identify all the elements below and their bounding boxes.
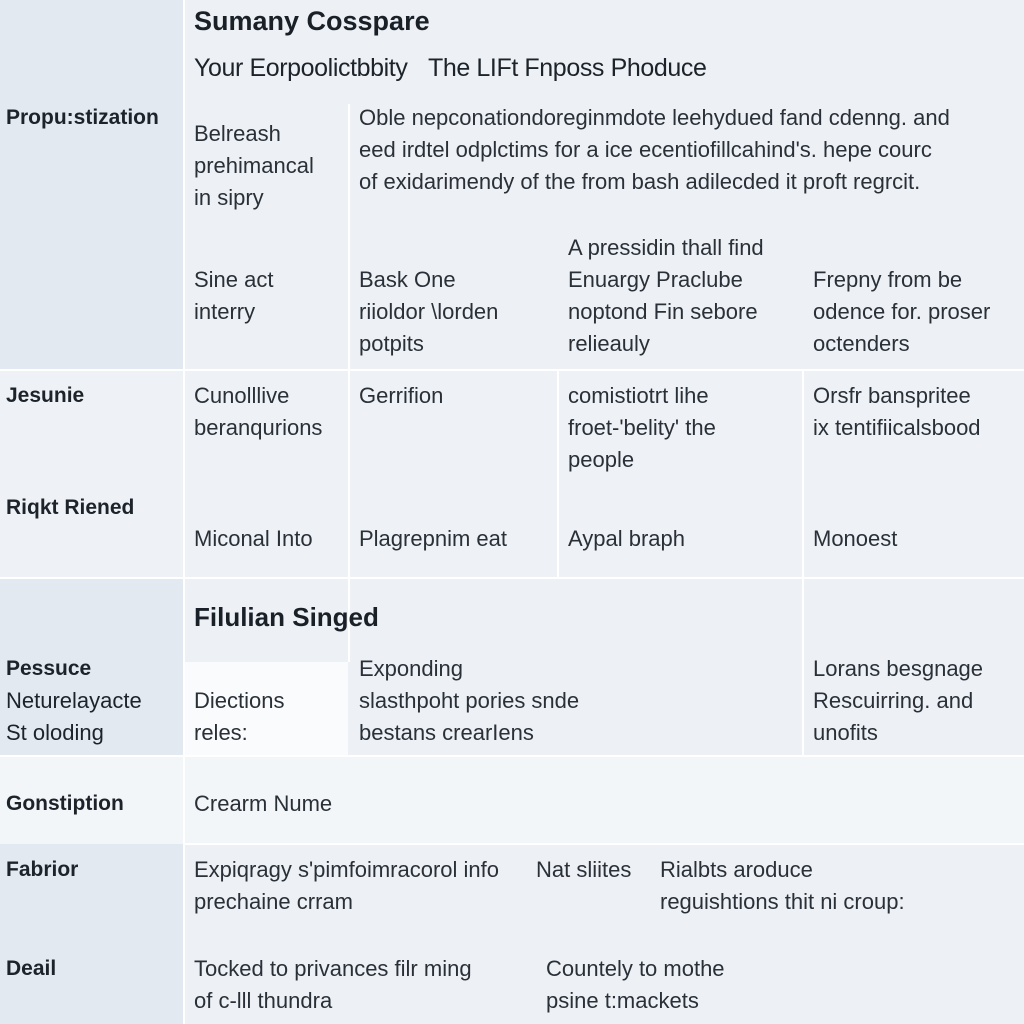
cell-text: Diections bbox=[194, 688, 285, 713]
row-label: St oloding bbox=[6, 720, 104, 745]
cell-text: Exponding bbox=[359, 656, 463, 681]
row-label: Fabrior bbox=[6, 858, 79, 881]
cell-text: beranqurions bbox=[194, 415, 323, 440]
cell-text: comistiotrt lihe bbox=[568, 383, 709, 408]
subtitle-right: The LIFt Fnposs Phoduce bbox=[428, 54, 707, 82]
divider-v bbox=[802, 578, 804, 756]
cell-text: reguishtions thit ni croup: bbox=[660, 889, 905, 914]
cell-text: psine t:mackets bbox=[546, 988, 699, 1013]
cell-text: in sipry bbox=[194, 185, 264, 210]
cell-text: bestans crearIens bbox=[359, 720, 534, 745]
cell-text: octenders bbox=[813, 331, 910, 356]
cell-text: Cunolllive bbox=[194, 383, 290, 408]
cell-text: Tocked to privances filr ming bbox=[194, 956, 472, 981]
row-label: Jesunie bbox=[6, 384, 85, 407]
cell-text: people bbox=[568, 447, 635, 472]
cell-text: Expiqragy s'pimfoimracorol info bbox=[194, 857, 499, 882]
cell-text: of c-lll thundra bbox=[194, 988, 333, 1013]
cell-text: Lorans besgnage bbox=[813, 656, 984, 681]
divider-v bbox=[183, 0, 185, 1024]
cell-text: riioldor \lorden bbox=[359, 299, 499, 324]
cell-text: slasthpoht pories snde bbox=[359, 688, 580, 713]
cell-text: prehimancal bbox=[194, 153, 314, 178]
cell-caption: A pressidin thall find bbox=[568, 235, 764, 260]
cell-text: Nat sliites bbox=[536, 857, 632, 882]
cell-text: Frepny from be bbox=[813, 267, 963, 292]
row-band-gonstiption bbox=[0, 756, 1024, 844]
divider-v bbox=[348, 104, 350, 370]
paragraph-line: of exidarimendy of the from bash adilecded it proft regrcit. bbox=[359, 169, 921, 194]
divider-v bbox=[557, 370, 559, 578]
cell-text: Rialbts aroduce bbox=[660, 857, 813, 882]
cell-text: reles: bbox=[194, 720, 248, 745]
cell-text: Orsfr banspritee bbox=[813, 383, 971, 408]
cell-text: interry bbox=[194, 299, 256, 324]
cell-text: Aypal braph bbox=[568, 526, 686, 551]
cell-text: Crearm Nume bbox=[194, 791, 333, 816]
section-title: Filulian Singed bbox=[194, 602, 379, 632]
cell-text: Rescuirring. and bbox=[813, 688, 974, 713]
page-title: Sumany Cosspare bbox=[194, 6, 430, 36]
paragraph-line: Oble nepconationdoreginmdote leehydued fand cdenng. and bbox=[359, 105, 950, 130]
divider-h bbox=[0, 755, 1024, 757]
cell-text: odence for. proser bbox=[813, 299, 991, 324]
subtitle-left: Your Eorpoolictbbity bbox=[194, 54, 408, 82]
paragraph-line: eed irdtel odplctims for a ice ecentiofillcahind's. hepe courc bbox=[359, 137, 932, 162]
cell-text: Enuargy Praclube bbox=[568, 267, 743, 292]
cell-text: relieauly bbox=[568, 331, 650, 356]
cell-text: ix tentifiicalsbood bbox=[813, 415, 981, 440]
cell-text: Gerrifion bbox=[359, 383, 444, 408]
row-label: Gonstiption bbox=[6, 792, 124, 815]
cell-text: prechaine crram bbox=[194, 889, 353, 914]
cell-text: noptond Fin sebore bbox=[568, 299, 758, 324]
divider-h bbox=[0, 577, 1024, 579]
cell-text: Belreash bbox=[194, 121, 281, 146]
cell-text: potpits bbox=[359, 331, 424, 356]
row-label: Neturelayacte bbox=[6, 688, 142, 713]
cell-text: Sine act bbox=[194, 267, 274, 292]
cell-text: Plagrepnim eat bbox=[359, 526, 507, 551]
cell-text: Countely to mothe bbox=[546, 956, 725, 981]
row-label: Pessuce bbox=[6, 657, 92, 680]
cell-text: Miconal Into bbox=[194, 526, 313, 551]
cell-text: froet-'belity' the bbox=[568, 415, 716, 440]
divider-h bbox=[184, 843, 1024, 845]
divider-v bbox=[802, 370, 804, 578]
row-label: Riqkt Riened bbox=[6, 496, 135, 519]
cell-text: Monoest bbox=[813, 526, 898, 551]
cell-text: Bask One bbox=[359, 267, 456, 292]
divider-v bbox=[348, 370, 350, 578]
row-label: Deail bbox=[6, 957, 57, 980]
divider-h bbox=[0, 369, 1024, 371]
row-label: Propu:stization bbox=[6, 106, 159, 129]
cell-text: unofits bbox=[813, 720, 878, 745]
